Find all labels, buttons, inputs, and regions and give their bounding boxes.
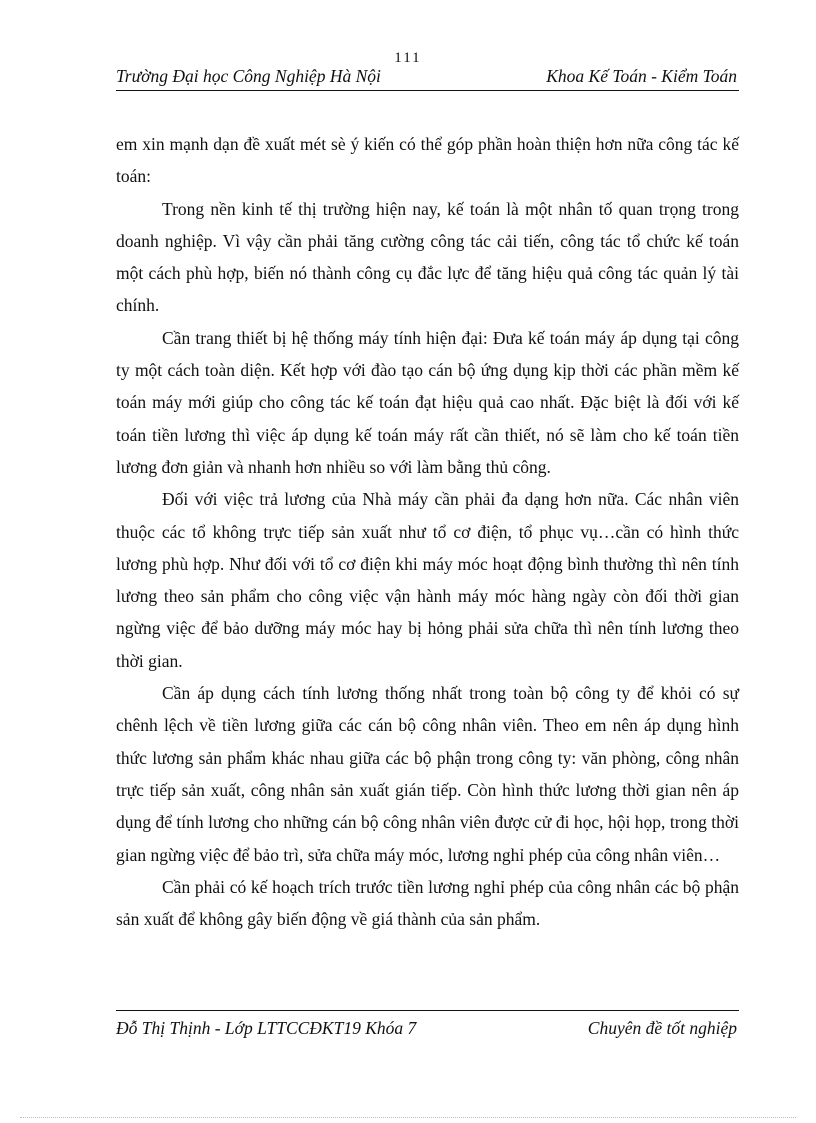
paragraph-continuation: em xin mạnh dạn đề xuất mét sè ý kiến có thể góp phần hoàn thiện hơn nữa công tác kế toán: [116,134,739,187]
footer-divider [116,1010,739,1011]
page-header [116,66,739,91]
header-faculty-name: Khoa Kế Toán - Kiểm Toán [546,66,737,86]
paragraph: Cần trang thiết bị hệ thống máy tính hiện đại: Đưa kế toán máy áp dụng tại công ty một cách toàn diện. Kết hợp với đào tạo cán bộ ứng dụng kịp thời các phần mềm kế toán máy mới giúp cho công tác kế toán đạt hiệu quả cao nhất. Đặc biệt là đối với kế toán tiền lương thì việc áp dụng kế toán máy rất cần thiết, nó sẽ làm cho kế toán tiền lương đơn giản và nhanh hơn nhiều so với làm bằng thủ công. [116,327,739,477]
paragraph: Trong nền kinh tế thị trường hiện nay, kế toán là một nhân tố quan trọng trong doanh nghiệp. Vì vậy cần phải tăng cường công tác cải tiến, công tác tổ chức kế toán một cách phù hợp, biến nó thành công cụ đắc lực để tăng hiệu quả công tác quản lý tài chính. [116,198,739,316]
header-school-name: Trường Đại học Công Nghiệp Hà Nội [116,66,381,86]
page-bottom-divider [20,1117,796,1118]
footer-author: Đỗ Thị Thịnh - Lớp LTTCCĐKT19 Khóa 7 [116,1018,417,1038]
footer-document-type: Chuyên đề tốt nghiệp [587,1018,737,1038]
page-number: 111 [394,50,422,66]
paragraph: Cần phải có kế hoạch trích trước tiền lương nghỉ phép của công nhân các bộ phận sản xuất để không gây biến động về giá thành của sản phẩm. [116,876,739,930]
paragraph: Cần áp dụng cách tính lương thống nhất trong toàn bộ công ty để khỏi có sự chênh lệch về tiền lương giữa các cán bộ công nhân viên. Theo em nên áp dụng hình thức lương sản phẩm khác nhau giữa các bộ phận trong công ty: văn phòng, công nhân trực tiếp sản xuất, công nhân sản xuất gián tiếp. Còn hình thức lương thời gian nên áp dụng để tính lương cho những cán bộ công nhân viên được cử đi học, hội họp, trong thời gian ngừng việc để bảo trì, sửa chữa máy móc, lương nghỉ phép của công nhân viên… [116,683,739,865]
document-body [116,128,739,935]
paragraph: Đối với việc trả lương của Nhà máy cần phải đa dạng hơn nữa. Các nhân viên thuộc các tổ không trực tiếp sản xuất như tổ cơ điện, tổ phục vụ…cần có hình thức lương phù hợp. Như đối với tổ cơ điện khi máy móc hoạt động bình thường thì nên tính lương theo sản phẩm cho công việc vận hành máy móc hàng ngày còn đối thời gian ngừng việc để bảo dưỡng máy móc hay bị hỏng phải sửa chữa thì nên tính lương theo thời gian. [116,489,739,671]
